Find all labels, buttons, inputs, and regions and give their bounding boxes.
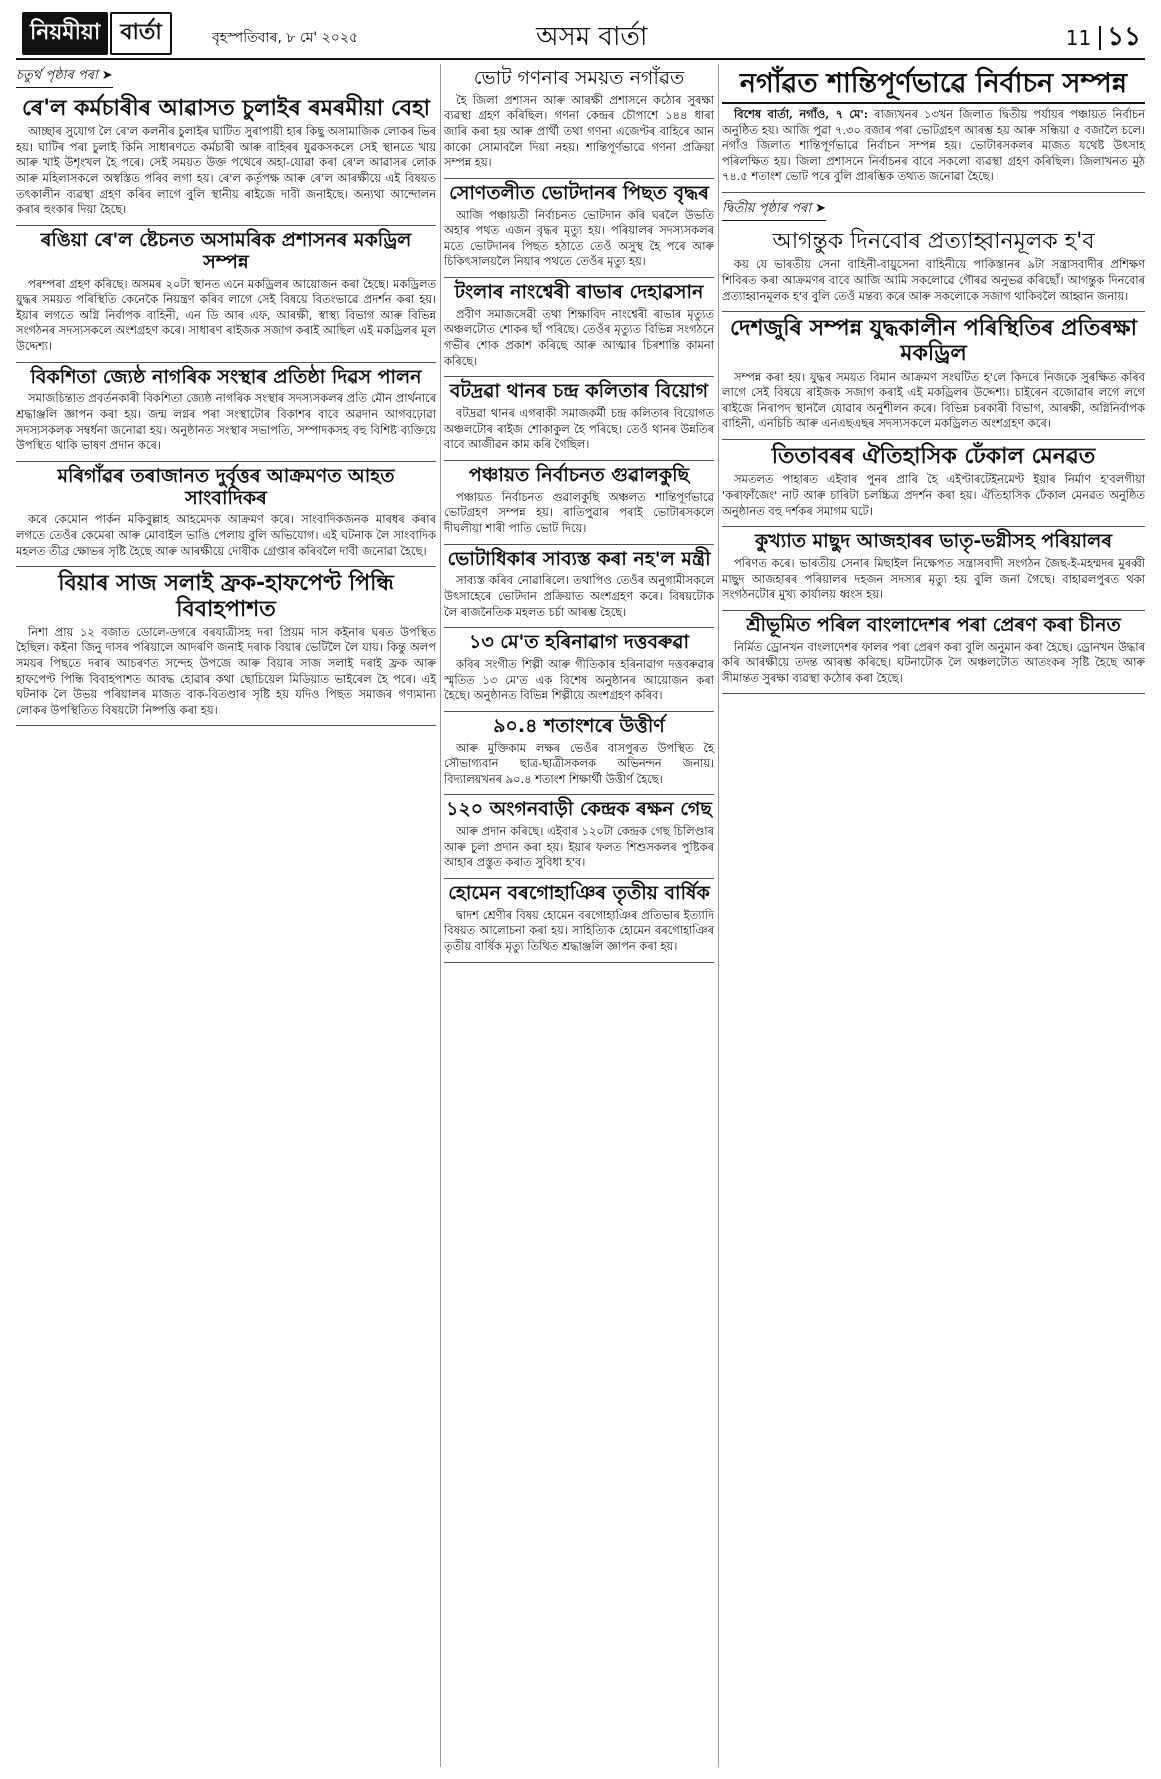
article-body: নিৰ্মিত ড্ৰোনখন বাংলাদেশৰ ফালৰ পৰা প্ৰেৰণ কৰা বুলি অনুমান কৰা হৈছে। ড্ৰোনখন উদ্ধাৰ কৰি আৰক্ষীয়ে তদন্ত আৰম্ভ কৰিছে। ঘটনাটোক লৈ অঞ্চলটোত আতংকৰ সৃষ্টি হৈছে আৰু সীমান্তত সুৰক্ষা ব্যৱস্থা কঠোৰ কৰা হৈছে। (722, 639, 1145, 685)
article-body: আৰু মুক্তিকাম লক্ষৰ ভেওঁৰ বাসপুৰত উপস্থিত হৈ সৌভাগ্যবান ছাত্ৰ-ছাত্ৰীসকলক অভিনন্দন জনায়। বিদ্যালয়খনৰ ৯০.৪ শতাংশ শিক্ষাৰ্থী উত্তীৰ্ণ হৈছে। (444, 740, 714, 786)
article (444, 465, 714, 545)
column-2 (444, 64, 714, 967)
page-number-native: ১১ (1107, 22, 1141, 52)
article-body: কৰে কেমোন পাৰ্কন মকিবুল্লাহ আহমেদক আক্ৰমণ কৰে। সাংবাদিকজনক মাৰধৰ কৰাৰ লগতে তেওঁৰ কেমেৰা আৰু মোবাইল ভাঙি পেলায় বুলি অভিযোগ। এই ঘটনাক লৈ সাংবাদিক মহলত তীব্ৰ ক্ষোভৰ সৃষ্টি হৈছে আৰু আৰক্ষীয়ে দোষীক গ্ৰেপ্তাৰ কৰিবলৈ দাবী জনোৱা হৈছে। (16, 512, 436, 558)
article (444, 632, 714, 712)
arrow-right-icon: ➤ (815, 201, 827, 217)
issue-date: বৃহস্পতিবাৰ, ৮ মে' ২০২৫ (212, 30, 359, 46)
column-3 (722, 64, 1145, 698)
article (16, 466, 436, 567)
column-rule (718, 64, 719, 1767)
article-body: আজি পঞ্চায়তী নিৰ্বাচনত ভোটদান কৰি ঘৰলৈ উভতি অহাৰ পথত এজন বৃদ্ধৰ মৃত্যু হয়। পৰিয়ালৰ সদস্যসকলৰ মতে ভোটদানৰ পিছত হঠাতে তেওঁ অসুস্থ হৈ পৰে আৰু চিকিৎসালয়লৈ নিয়াৰ পথতে তেওঁৰ মৃত্যু হয়। (444, 207, 714, 269)
article (444, 716, 714, 796)
article (16, 96, 436, 226)
article-headline: ভোটাধিকাৰ সাব্যস্ত কৰা নহ'ল মন্ত্ৰী (447, 547, 711, 570)
newspaper-logo (22, 12, 172, 55)
article-headline: বিকশিতা জ্যেষ্ঠ নাগৰিক সংস্থাৰ প্ৰতিষ্ঠা দিৱস পালন (30, 365, 422, 388)
article-body: হৈ জিলা প্ৰশাসন আৰু আৰক্ষী প্ৰশাসনে কঠোৰ সুৰক্ষা ব্যৱস্থা গ্ৰহণ কৰিছিল। গণনা কেন্দ্ৰৰ চৌপাশে ১৪৪ ধাৰা জাৰি কৰা হয় আৰু প্ৰাৰ্থী তথা গণনা এজেণ্টৰ বাহিৰে আন কাকো সোমাবলৈ দিয়া নহয়। শান্তিপূৰ্ণভাৱে গণনা প্ৰক্ৰিয়া সম্পন্ন হয়। (444, 92, 714, 170)
article (722, 444, 1145, 527)
article-headline: কুখ্যাত মাছুদ আজহাৰৰ ভাতৃ-ভগ্নীসহ পৰিয়ালৰ (754, 530, 1113, 553)
dateline: বিশেষ বাৰ্তা, নগাঁও, ৭ মে': (734, 107, 869, 122)
article (444, 68, 714, 179)
article-body: পৰিণত কৰে। ভাৰতীয় সেনাৰ মিছাইল নিক্ষেপত সন্ত্ৰাসবাদী সংগঠন জৈছ-ই-মহম্মদৰ মুৰব্বী মাছুদ আজহাৰৰ পৰিয়ালৰ দহজন সদস্যৰ মৃত্যু হয় বুলি জনা গৈছে। বাহাৱলপুৰত থকা সংগঠনটোৰ মুখ্য কাৰ্যালয় ধ্বংস হয়। (722, 555, 1145, 602)
article-body: আচ্ছাৰ সুযোগ লৈ ৰে'ল কলনীৰ চুলাইৰ ঘাটিত সুৰাপায়ী হাৰ কিছু অসামাজিক লোকৰ ভিৰ হয়। ঘাটিৰ পৰা চুলাই কিনি সাধাৰণতে কৰ্মচাৰী আৰু বাহিৰৰ যুৱকসকলে সেই স্থানতে খায় আৰু খাই উশৃংখল হৈ পৰে। সেই সময়ত উক্ত পথেৰে অহা-যোৱা কৰা ৰে'ল আৱাসৰ লোক আৰু মহিলাসকলে অস্বস্তিত পৰিব লগা হয়। ৰে'ল কৰ্তৃপক্ষ আৰু ৰে'ল আৰক্ষীয়ে এই বিষয়ত তৎকালীন ব্যৱস্থা গ্ৰহণ কৰিব লাগে বুলি স্থানীয় ৰাইজে দাবী জনাইছে। অন্যথা আন্দোলন কৰাৰ হুংকাৰ দিয়া হৈছে। (16, 124, 436, 217)
continued-from-label: চতুৰ্থ পৃষ্ঠাৰ পৰা ➤ (16, 66, 113, 88)
article-headline: মৰিগাঁৱৰ তৰাজানত দুৰ্বৃত্তৰ আক্ৰমণত আহত সাংবাদিকৰ (57, 464, 395, 509)
article-headline: ভোট গণনাৰ সময়ত নগাঁৱত (473, 67, 685, 89)
article-headline: দেশজুৰি সম্পন্ন যুদ্ধকালীন পৰিস্থিতিৰ প্ৰতিৰক্ষা মকড্ৰিল (730, 316, 1137, 367)
article-body: সাব্যস্ত কৰিব নোৱাৰিলে। তথাপিও তেওঁৰ অনুগামীসকলে উৎসাহেৰে ভোটদান প্ৰক্ৰিয়াত অংশগ্ৰহণ কৰে। বিষয়টোক লৈ ৰাজনৈতিক মহলত চৰ্চা আৰম্ভ হৈছে। (444, 573, 714, 619)
article (444, 381, 714, 461)
article (722, 531, 1145, 611)
article (444, 799, 714, 879)
article-body: পৰম্পৰা গ্ৰহণ কৰিছে। অসমৰ ২০টা স্থানত এনে মকড্ৰিলৰ আয়োজন কৰা হৈছে। মকড্ৰিলত যুদ্ধৰ সময়ত পৰিস্থিতি কেনেকৈ নিয়ন্ত্ৰণ কৰিব লাগে সেই বিষয়ে বিতংভাৱে প্ৰদৰ্শন কৰা হয়। ইয়াৰ লগতে অগ্নি নিৰ্বাপক বাহিনী, এন ডি আৰ এফ, আৰক্ষী, স্বাস্থ্য বিভাগ আৰু বিভিন্ন সংগঠনৰ সদস্যসকলে অংশগ্ৰহণ কৰে। সাধাৰণ ৰাইজক সজাগ কৰাই আছিল এই মকড্ৰিলৰ মূল উদ্দেশ্য। (16, 276, 436, 353)
article-headline: ৰে'ল কৰ্মচাৰীৰ আৱাসত চুলাইৰ ৰমৰমীয়া বেহা (21, 96, 431, 121)
article-headline: আগন্তুক দিনবোৰ প্ৰত্যাহ্বানমূলক হ'ব (772, 229, 1095, 255)
article-headline: সোণতলীত ভোটদানৰ পিছত বৃদ্ধৰ (449, 181, 709, 204)
article (444, 549, 714, 629)
article-headline: ১২০ অংগনবাড়ী কেন্দ্ৰক ৰক্ষন গেছ (446, 798, 712, 821)
article-body: দ্বাদশ শ্ৰেণীৰ বিষয় হোমেন বৰগোহাঞিৰ প্ৰতিভাৰ ইত্যাদি বিষয়ত আলোচনা কৰা হয়। সাহিত্যিক হোমেন বৰগোহাঞিৰ তৃতীয় বাৰ্ষিক মৃত্যু তিথিত শ্ৰদ্ধাঞ্জলি জ্ঞাপন কৰা হয়। (444, 907, 714, 954)
article-headline: বটদ্ৰৱা থানৰ চন্দ্ৰ কলিতাৰ বিয়োগ (449, 380, 709, 403)
article-body: কবিৰ সংগীত শিল্পী আৰু গীতিকাৰ হৰিনাৱাগ দত্তবৰুৱাৰ স্মৃতিত ১৩ মে'ত এক বিশেষ অনুষ্ঠানৰ আয়োজন কৰা হৈছে। অনুষ্ঠানত বিভিন্ন শিল্পীয়ে অংশগ্ৰহণ কৰিব। (444, 656, 714, 703)
article-body: কয় যে ভাৰতীয় সেনা বাহিনী-বায়ুসেনা বাহিনীয়ে পাকিস্তানৰ ৯টা সন্ত্ৰাসবাদীৰ প্ৰশিক্ষণ শিবিৰত কৰা আক্ৰমণৰ বাবে আজি আমি সকলোৱে গৌৰৱ অনুভৱ কৰিছোঁ। আগন্তুক দিনবোৰ প্ৰত্যাহ্বানমূলক হ'ব বুলি তেওঁ মন্তব্য কৰে আৰু সকলোকে সজাগ থাকিবলৈ আহ্বান জনায়। (722, 257, 1145, 303)
article (444, 183, 714, 278)
article-headline: ১৩ মে'ত হৰিনাৱাগ দত্তবৰুৱা (469, 631, 689, 654)
continued-from-label: দ্বিতীয় পৃষ্ঠাৰ পৰা ➤ (722, 199, 826, 221)
section-title: অসম বাৰ্তা (536, 22, 648, 52)
article-body: আৰু প্ৰদান কৰিছে। এইবাৰ ১২০টা কেন্দ্ৰক গেছ চিলিণ্ডাৰ আৰু চুলা প্ৰদান কৰা হয়। ইয়াৰ ফলত শিশুসকলৰ পুষ্টিকৰ আহাৰ প্ৰস্তুত কৰাত সুবিধা হ'ব। (444, 824, 714, 870)
article-headline: তিতাবৰৰ ঐতিহাসিক ঢেঁকাল মেনৱত (771, 444, 1096, 470)
article-headline: পঞ্চায়ত নিৰ্বাচনত গুৱালকুছি (468, 463, 690, 486)
article-body: সমাজচিন্তাত প্ৰবৰ্তনকাৰী বিকশিতা জ্যেষ্ঠ নাগৰিক সংস্থাৰ সদস্যসকলৰ প্ৰতি মৌন প্ৰাৰ্থনাৰে শ্ৰদ্ধাঞ্জলি জ্ঞাপন কৰা হয়। জন্ম লগ্নৰ পৰা সংস্থাটোৰ বিকাশৰ বাবে অৱদান আগবঢ়োৱা সদস্যসকলক সম্বৰ্ধনা জনোৱা হয়। অনুষ্ঠানত সংস্থাৰ সভাপতি, সম্পাদকসহ বহু বিশিষ্ট ব্যক্তিয়ে উপস্থিত থাকি ভাষণ প্ৰদান কৰে। (16, 391, 436, 453)
article-body: সমতলত পাহাৰত এইবাৰ পুনৰ প্ৰাৰি হৈ এইণ্টাৰটেইনমেণ্ট ইয়াৰ নিৰ্মাণ হ'বলগীয়া 'কৰাফাঁজেং' নাট আৰু চাৰিটা চলচ্চিত্ৰ প্ৰদৰ্শন কৰা হয়। ঐতিহাসিক ঢেঁকাল মেনৱত অনুষ্ঠিত অনুষ্ঠানত বহু দৰ্শকৰ সমাগম ঘটে। (722, 472, 1145, 518)
article (722, 68, 1145, 193)
article (16, 230, 436, 363)
page-number (1066, 16, 1141, 60)
article (16, 571, 436, 726)
arrow-right-icon: ➤ (101, 68, 113, 83)
article-body: বটদ্ৰৱা থানৰ এগৰাকী সমাজকৰ্মী চন্দ্ৰ কলিতাৰ বিয়োগত অঞ্চলটোৰ ৰাইজ শোকাকুল হৈ পৰিছে। তেওঁ থানৰ উন্নতিৰ বাবে আজীৱন কাম কৰি গৈছিল। (444, 406, 714, 452)
article-headline: ৯০.৪ শতাংশৰে উত্তীৰ্ণ (493, 714, 665, 737)
article-body: বিশেষ বাৰ্তা, নগাঁও, ৭ মে': ৰাজ্যখনৰ ১৩খন জিলাত দ্বিতীয় পৰ্যায়ৰ পঞ্চায়ত নিৰ্বাচন অনুষ্ঠিত হয়। আজি পুৱা ৭.৩০ বজাৰ পৰা ভোটগ্ৰহণ আৰম্ভ হয় আৰু সন্ধিয়া ৫ বজালৈ চলে। নগাঁও জিলাত শান্তিপূৰ্ণভাৱে নিৰ্বাচন সম্পন্ন হয়। ভোটাৰসকলৰ মাজত যথেষ্ট উৎসাহ পৰিলক্ষিত হয়। জিলা প্ৰশাসনে নিৰ্বাচনৰ বাবে সকলো ব্যৱস্থা গ্ৰহণ কৰিছিল। জিলাখনত মুঠ ৭৪.৫ শতাংশ ভোট পৰে বুলি প্ৰাৰম্ভিক তথ্যত জনোৱা হৈছে। (722, 107, 1146, 184)
article (444, 883, 714, 963)
article (722, 229, 1145, 312)
article (16, 367, 436, 462)
article-headline: শ্ৰীভূমিত পৰিল বাংলাদেশৰ পৰা প্ৰেৰণ কৰা চীনত (746, 613, 1121, 636)
column-1 (16, 64, 436, 730)
column-rule (440, 64, 441, 1767)
article-headline: বিয়াৰ সাজ সলাই ফ্ৰক-হাফপেণ্ট পিন্ধি বিবাহপাশত (58, 571, 394, 622)
lead-headline: নগাঁৱত শান্তিপূৰ্ণভাৱে নিৰ্বাচন সম্পন্ন (739, 68, 1128, 99)
article-body: প্ৰবীণ সমাজসেৱী তথা শিক্ষাবিদ নাংশ্বেৰী ৰাভাৰ মৃত্যুত অঞ্চলটোত শোকৰ ছাঁ পৰিছে। তেওঁৰ মৃত্যুত বিভিন্ন সংগঠনে গভীৰ শোক প্ৰকাশ কৰিছে আৰু আত্মাৰ চিৰশান্তি কামনা কৰিছে। (444, 306, 714, 368)
page-number-latin: 11 (1066, 26, 1101, 50)
logo-left: নিয়মীয়া (22, 12, 108, 55)
headline-rule (722, 102, 1145, 104)
article-headline: হোমেন বৰগোহাঞিৰ তৃতীয় বাৰ্ষিক (448, 882, 710, 904)
article (444, 282, 714, 377)
article-headline: টংলাৰ নাংশ্বেৰী ৰাভাৰ দেহাৱসান (454, 281, 704, 304)
masthead (16, 6, 1145, 60)
article (722, 316, 1145, 440)
logo-right: বাৰ্তা (110, 12, 172, 55)
article-headline: ৰঙিয়া ৰে'ল ষ্টেচনত অসামৰিক প্ৰশাসনৰ মকড্ৰিল সম্পন্ন (40, 228, 412, 273)
article (722, 615, 1145, 695)
article-body: পঞ্চায়ত নিৰ্বাচনত গুৱালকুছি অঞ্চলত শান্তিপূৰ্ণভাৱে ভোটগ্ৰহণ সম্পন্ন হয়। ৰাতিপুৱাৰ পৰাই ভোটাৰসকলে দীঘলীয়া শাৰী পাতি ভোট দিয়ে। (444, 489, 714, 535)
article-body: নিশা প্ৰায় ১২ বজাত ডোলে-ডগৰে বৰযাত্ৰীসহ দৰা প্ৰিয়ম দাস কইনাৰ ঘৰত উপস্থিত হৈছিল। কইনা জিনু দাসৰ পৰিয়ালে আদৰণি জনাই দৰাক বিয়াৰ ভেটিলৈ লৈ যায়। কিন্তু অলপ সময়ৰ পিছতে দৰাৰ আচৰণত সন্দেহ উপজে আৰু বিয়াৰ সাজ সলাই দৰাই ফ্ৰক আৰু হাফপেণ্ট পিন্ধি বিবাহপাশত আবদ্ধ হোৱাৰ কথা ছোচিয়েল মিডিয়াত ভাইৰেল হৈ পৰে। এই ঘটনাক লৈ উভয় পৰিয়ালৰ মাজত বাক-বিতণ্ডাৰ সৃষ্টি হয় যদিও পিছত সমাজৰ গণ্যমান্য লোকৰ উপস্থিতিত বিষয়টো নিষ্পত্তি কৰা হয়। (16, 624, 436, 717)
article-body: সম্পন্ন কৰা হয়। যুদ্ধৰ সময়ত বিমান আক্ৰমণ সংঘটিত হ'লে কিদৰে নিজকে সুৰক্ষিত কৰিব লাগে সেই বিষয়ে ৰাইজক সজাগ কৰাই এই মকড্ৰিলৰ উদ্দেশ্য। চাইৰেন বজোৱাৰ লগে লগে ৰাইজে নিৰাপদ স্থানলৈ যোৱাৰ অনুশীলন কৰে। বিভিন্ন চৰকাৰী বিভাগ, আৰক্ষী, অগ্নিনিৰ্বাপক বাহিনী, এনচিচি আৰু এনএছএছৰ সদস্যসকলে মকড্ৰিলত অংশগ্ৰহণ কৰে। (722, 369, 1145, 431)
